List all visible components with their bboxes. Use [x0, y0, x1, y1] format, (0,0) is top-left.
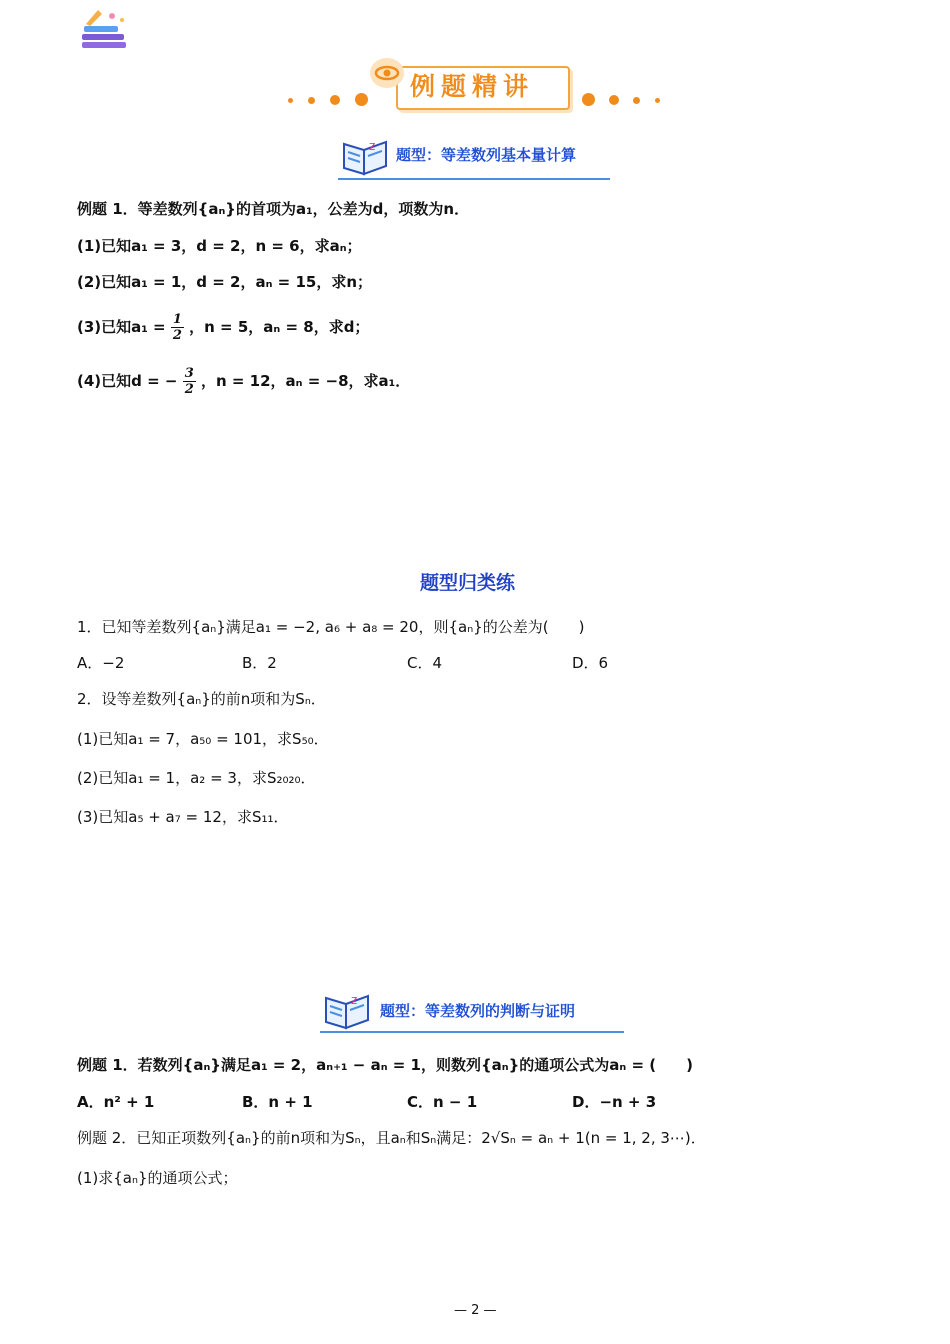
practice-q2-part2: (2)已知a₁ = 1，a₂ = 3，求S₂₀₂₀． [77, 769, 316, 787]
practice-q1-option-c: C．4 [407, 654, 443, 672]
practice-q2: 2．设等差数列{aₙ}的前n项和为Sₙ． [77, 690, 326, 708]
eye-icon [370, 58, 404, 88]
example1-q3-pre: (3)已知a₁ = [77, 318, 166, 336]
section2-rule [320, 1031, 624, 1033]
example2-q2: 例题 2．已知正项数列{aₙ}的前n项和为Sₙ，且aₙ和Sₙ满足：2√Sₙ = aₙ + 1(n = 1, 2, 3⋯)． [77, 1129, 706, 1147]
page-number: — 2 — [454, 1303, 497, 1318]
logo-icon [78, 8, 130, 50]
example2-q1-option-c: C．n − 1 [407, 1093, 478, 1111]
section2-title: 题型：等差数列的判断与证明 [380, 1002, 576, 1020]
example1-q2: (2)已知a₁ = 1，d = 2，aₙ = 15，求n； [77, 273, 372, 291]
practice-title: 题型归类练 [420, 572, 516, 594]
banner-dot [288, 98, 293, 103]
section1-title: 题型：等差数列基本量计算 [396, 146, 577, 164]
book-icon [322, 988, 372, 1030]
example1-q3-post: ，n = 5，aₙ = 8，求d； [189, 318, 370, 336]
banner-dot [355, 93, 368, 106]
example1-q1: (1)已知a₁ = 3，d = 2，n = 6，求aₙ； [77, 237, 362, 255]
example2-q1-option-a: A．n² + 1 [77, 1093, 155, 1111]
banner-dot [655, 98, 660, 103]
svg-text:z: z [369, 139, 376, 153]
example1-q4-pre: (4)已知d = − [77, 372, 178, 390]
banner-title: 例题精讲 [410, 72, 535, 101]
fraction: $\frac{3}{2}$ [184, 366, 194, 397]
banner-dot [633, 97, 640, 104]
example1-intro: 例题 1．等差数列{aₙ}的首项为a₁，公差为d，项数为n． [77, 200, 470, 218]
example2-q1-option-d: D．−n + 3 [572, 1093, 657, 1111]
svg-text:z: z [351, 993, 358, 1007]
example1-q3 [77, 308, 369, 346]
banner-dot [609, 95, 619, 105]
example2-q1: 例题 1．若数列{aₙ}满足a₁ = 2，aₙ₊₁ − aₙ = 1，则数列{aₙ}的通项公式为aₙ = ( ) [77, 1056, 693, 1074]
banner-dot [582, 93, 595, 106]
practice-q1: 1．已知等差数列{aₙ}满足a₁ = −2, a₆ + a₈ = 20，则{aₙ}的公差为( ) [77, 618, 585, 636]
banner-dot [308, 97, 315, 104]
book-icon [340, 134, 390, 176]
example2-q1-option-b: B．n + 1 [242, 1093, 313, 1111]
example2-q2-part1: (1)求{aₙ}的通项公式； [77, 1169, 238, 1187]
practice-q1-option-a: A．−2 [77, 654, 125, 672]
banner-dot [330, 95, 340, 105]
section1-rule [338, 178, 610, 180]
practice-q2-part1: (1)已知a₁ = 7，a₅₀ = 101，求S₅₀． [77, 730, 329, 748]
practice-q1-option-d: D．6 [572, 654, 609, 672]
example1-q4 [77, 362, 410, 400]
fraction: $\frac{1}{2}$ [172, 312, 182, 343]
practice-q2-part3: (3)已知a₅ + a₇ = 12，求S₁₁． [77, 808, 289, 826]
example1-q4-post: ，n = 12，aₙ = −8，求a₁． [200, 372, 411, 390]
practice-q1-option-b: B．2 [242, 654, 277, 672]
